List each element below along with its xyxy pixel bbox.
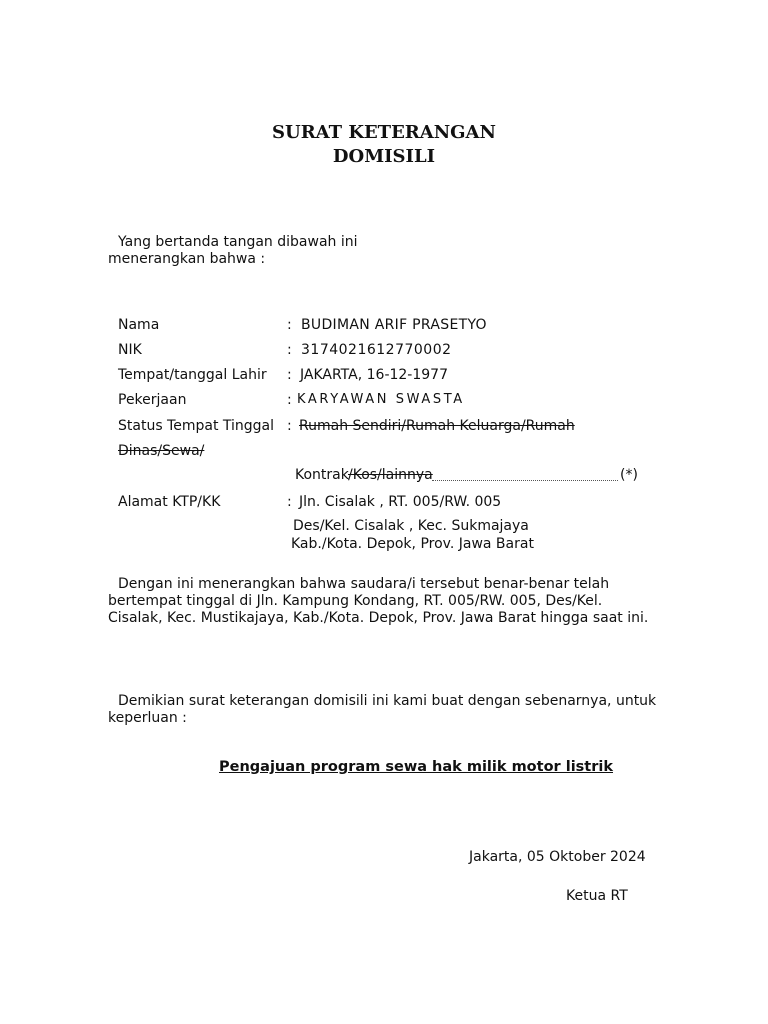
value-alamat-line2: Des/Kel. Cisalak , Kec. Sukmajaya	[293, 518, 529, 534]
colon-status: :	[287, 418, 292, 434]
paragraph1-line2: bertempat tinggal di Jln. Kampung Kondang, RT. 005/RW. 005, Des/Kel.	[108, 593, 603, 609]
colon-alamat: :	[287, 494, 292, 510]
paragraph1-line1: Dengan ini menerangkan bahwa saudara/i tersebut benar-benar telah	[118, 576, 610, 592]
colon-nama: :	[287, 317, 292, 333]
label-alamat: Alamat KTP/KK	[118, 494, 221, 510]
value-status-line1: Rumah Sendiri/Rumah Keluarga/Rumah	[299, 418, 575, 434]
paragraph1-line3: Cisalak, Kec. Mustikajaya, Kab./Kota. Depok, Prov. Jawa Barat hingga saat ini.	[108, 610, 649, 626]
asterisk-note: (*)	[620, 467, 638, 483]
value-alamat-line3: Kab./Kota. Depok, Prov. Jawa Barat	[291, 536, 534, 552]
value-status-kos-lainnya: /Kos/lainnya	[348, 467, 433, 483]
intro-line1: Yang bertanda tangan dibawah ini	[118, 234, 358, 250]
purpose-statement: Pengajuan program sewa hak milik motor listrik	[219, 759, 613, 775]
intro-line2: menerangkan bahwa :	[108, 251, 266, 267]
value-ttl: JAKARTA, 16-12-1977	[300, 367, 448, 383]
label-nik: NIK	[118, 342, 142, 358]
colon-ttl: :	[287, 367, 292, 383]
label-ttl: Tempat/tanggal Lahir	[118, 367, 267, 383]
label-status: Status Tempat Tinggal	[118, 418, 275, 434]
value-nama: BUDIMAN ARIF PRASETYO	[301, 317, 487, 333]
document-title-line1: SURAT KETERANGAN	[272, 122, 496, 143]
value-pekerjaan: KARYAWAN SWASTA	[297, 392, 465, 407]
value-status-kontrak: Kontrak	[295, 467, 349, 483]
colon-nik: :	[287, 342, 292, 358]
value-status-line2: Dinas/Sewa/	[118, 443, 205, 459]
value-alamat-line1: Jln. Cisalak , RT. 005/RW. 005	[299, 494, 502, 510]
paragraph2-line1: Demikian surat keterangan domisili ini kami buat dengan sebenarnya, untuk	[118, 693, 657, 709]
value-nik: 3174021612770002	[301, 342, 452, 358]
label-pekerjaan: Pekerjaan	[118, 392, 187, 408]
colon-pekerjaan: :	[287, 392, 292, 408]
place-date: Jakarta, 05 Oktober 2024	[469, 849, 646, 865]
paragraph2-line2: keperluan :	[108, 710, 187, 726]
dotted-fill-line	[432, 480, 618, 481]
signer-title: Ketua RT	[566, 888, 628, 904]
label-nama: Nama	[118, 317, 160, 333]
document-title-line2: DOMISILI	[332, 146, 436, 167]
